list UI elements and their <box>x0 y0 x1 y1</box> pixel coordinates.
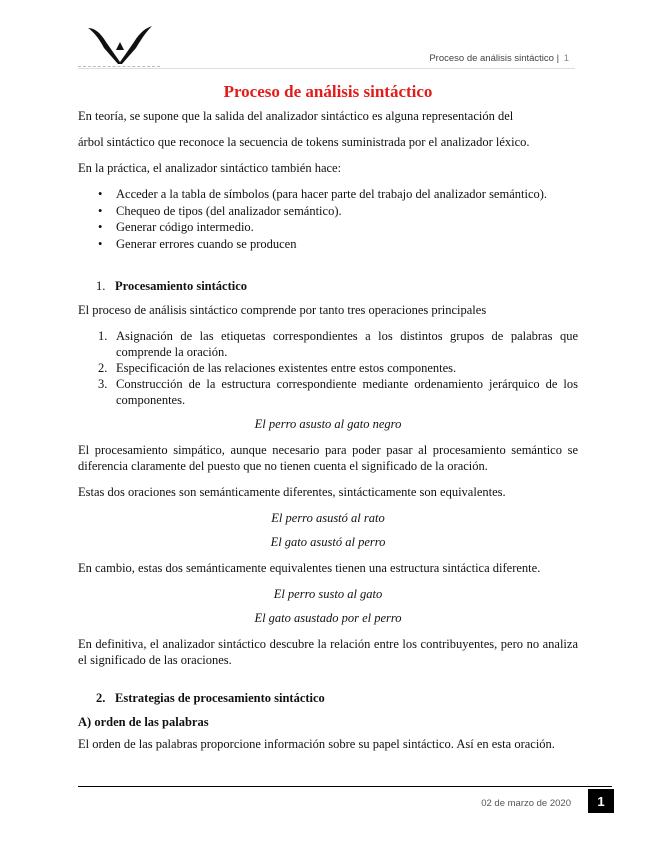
subheading: A) orden de las palabras <box>78 715 209 729</box>
numbered-list <box>78 328 578 408</box>
section-number: 1. <box>96 279 106 293</box>
page-title: Proceso de análisis sintáctico <box>223 82 433 101</box>
page-number-badge: 1 <box>588 789 614 813</box>
header-rule <box>78 68 575 69</box>
numbered-item: 2. Especificación de las relaciones existentes entre estos componentes. <box>98 361 457 375</box>
intro-line-3: En la práctica, el analizador sintáctico también hace: <box>78 161 342 175</box>
running-page-number: 1 <box>563 53 569 64</box>
paragraph: En cambio, estas dos semánticamente equivalentes tienen una estructura sintáctica diferente. <box>78 561 541 575</box>
bullet-list <box>78 186 578 252</box>
running-title: Proceso de análisis sintáctico <box>429 53 554 64</box>
bullet-item: • Generar errores cuando se producen <box>116 236 578 253</box>
running-separator: | <box>556 53 560 64</box>
footer-date: 02 de marzo de 2020 <box>481 798 571 809</box>
example-sentence: El perro asustó al rato <box>271 511 385 525</box>
header-accent-line <box>78 66 160 67</box>
intro-line-1: En teoría, se supone que la salida del analizador sintáctico es alguna representación del <box>78 109 514 123</box>
page-body <box>78 80 578 762</box>
example-sentence: El gato asustó al perro <box>270 535 386 549</box>
section-title: Estrategias de procesamiento sintáctico <box>115 691 325 705</box>
numbered-item: 1. Asignación de las etiquetas correspondientes a los distintos grupos de palabras que comprende la oración. <box>98 329 578 359</box>
section-2-heading <box>96 690 578 706</box>
paragraph: Estas dos oraciones son semánticamente diferentes, sintácticamente son equivalentes. <box>78 485 506 499</box>
section-1-intro: El proceso de análisis sintáctico comprende por tanto tres operaciones principales <box>78 303 487 317</box>
example-sentence: El perro susto al gato <box>273 587 383 601</box>
bullet-item: • Chequeo de tipos (del analizador semántico). <box>116 203 578 220</box>
section-1-heading <box>96 278 578 294</box>
footer-rule <box>78 786 612 787</box>
example-sentence: El gato asustado por el perro <box>254 611 402 625</box>
running-header <box>429 53 569 64</box>
example-sentence: El perro asusto al gato negro <box>254 417 402 431</box>
section-number: 2. <box>96 691 106 705</box>
paragraph: En definitiva, el analizador sintáctico descubre la relación entre los contribuyentes, pero no analiza el significado de las oraciones. <box>78 637 578 667</box>
numbered-item: 3. Construcción de la estructura correspondiente mediante ordenamiento jerárquico de los componentes. <box>98 377 578 407</box>
bullet-item: • Acceder a la tabla de símbolos (para hacer parte del trabajo del analizador semántico). <box>116 186 578 203</box>
bullet-item: • Generar código intermedio. <box>116 219 578 236</box>
paragraph: El orden de las palabras proporcione información sobre su papel sintáctico. Así en esta oración. <box>78 737 555 751</box>
logo-icon <box>88 22 152 64</box>
section-title: Procesamiento sintáctico <box>115 279 248 293</box>
intro-line-2: árbol sintáctico que reconoce la secuencia de tokens suministrada por el analizador léxico. <box>78 135 530 149</box>
paragraph: El procesamiento simpático, aunque necesario para poder pasar al procesamiento semántico se diferencia claramente del puesto que no tienen cuenta el significado de la oración. <box>78 443 578 473</box>
